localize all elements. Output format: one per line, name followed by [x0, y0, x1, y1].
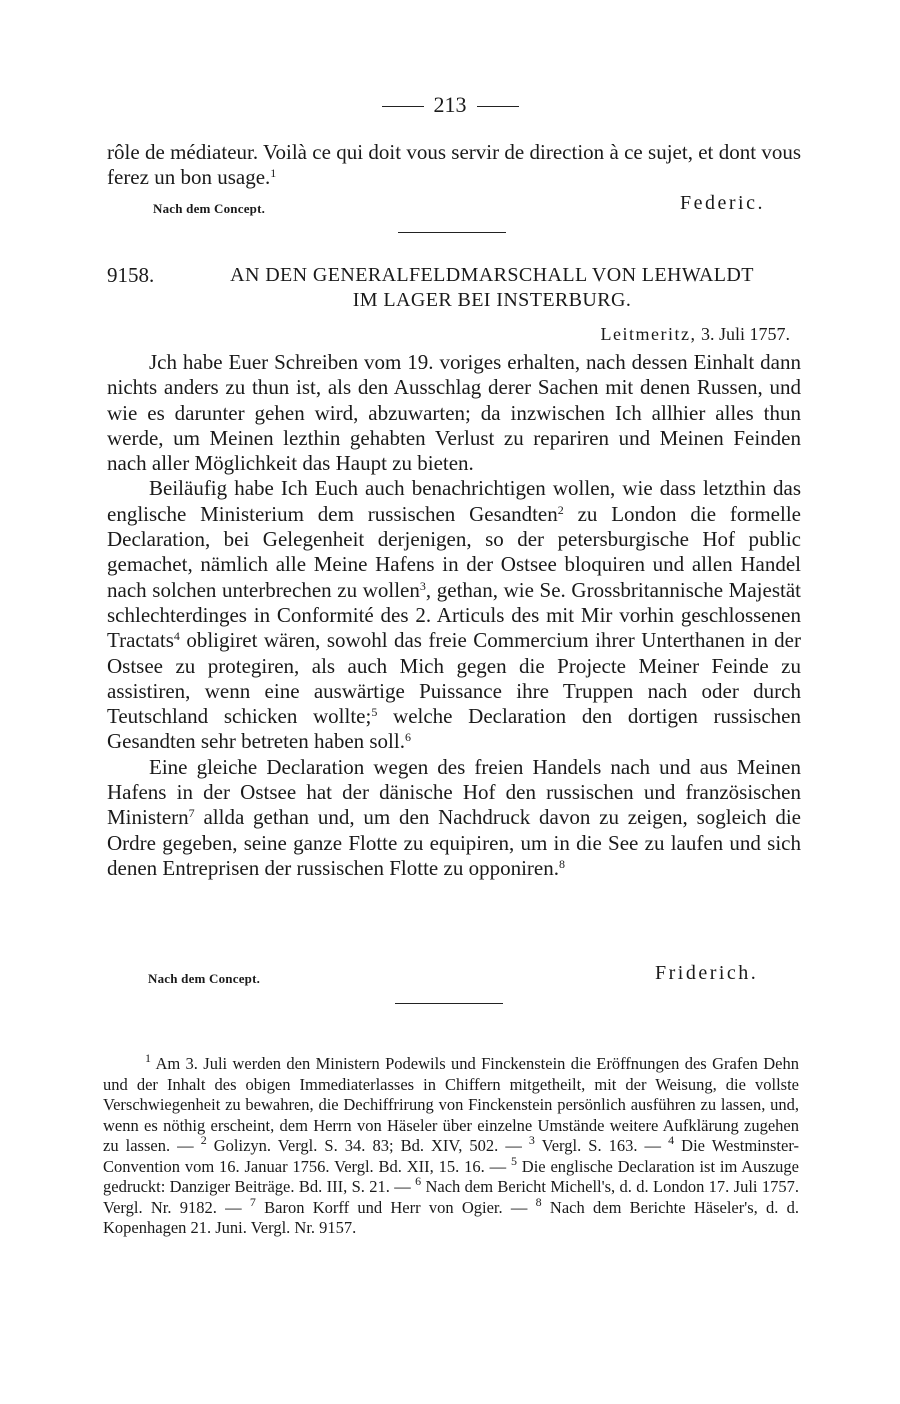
signature: Friderich. — [655, 962, 759, 984]
page-number-dash-right — [477, 106, 519, 107]
footnote-marker: 1 — [145, 1051, 151, 1065]
document-number: 9158. — [107, 263, 155, 287]
footnote-ref: 5 — [371, 705, 378, 720]
footnote-ref: 7 — [188, 806, 195, 821]
signature: Federic. — [680, 192, 765, 214]
footnote-marker: 2 — [200, 1133, 207, 1147]
footnote-marker: 4 — [668, 1133, 675, 1147]
footnote-marker: 6 — [415, 1174, 422, 1188]
document-heading — [182, 263, 802, 313]
heading-line: AN DEN GENERALFELDMARSCHALL VON LEHWALDT — [230, 264, 754, 286]
section-divider — [395, 1003, 503, 1004]
footnote-ref: 8 — [558, 856, 565, 871]
previous-document-text: rôle de médiateur. Voilà ce qui doit vous servir de direction à ce sujet, et dont vous ferez un bon usage.$^1$ — [107, 140, 801, 189]
footnote-ref: 4 — [173, 629, 180, 644]
page-number — [0, 92, 900, 118]
footnote-ref: 1 — [270, 166, 277, 180]
heading-line: IM LAGER BEI INSTERBURG. — [352, 289, 632, 311]
place: Leitmeritz, — [600, 324, 697, 344]
letter-body — [107, 350, 801, 881]
footnotes: $^1$ Am 3. Juli werden den Ministern Podewils und Finckenstein die Eröffnungen des Grafen Dehn und der Inhalt des obigen Immediaterlasses in Chiffern mitgetheilt, mit der Weisung, die vollste Verschwiegenheit zu bewahren, die Dechiffrirung von Finckenstein persönlich ausführen zu lassen, und, wenn es nöthig erscheint, dem Herrn von Häseler über einzelne Umstände weitere Aufklärung zugehen zu lassen. — $^2$ Golizyn. Vergl. S. 34. 83; Bd. XIV, 502. — $^3$ Vergl. S. 163. — $^4$ Die Westminster-Convention vom 16. Januar 1756. Vergl. Bd. XII, 15. 16. — $^5$ Die englische Declaration ist im Auszuge gedruckt: Danziger Beiträge. Bd. III, S. 21. — $^6$ Nach dem Bericht Michell's, d. d. London 17. Juli 1757. Vergl. Nr. 9182. — $^7$ Baron Korff und Herr von Ogier. — $^8$ Nach dem Berichte Häseler's, d. d. Kopenhagen 21. Juni. Vergl. Nr. 9157. — [103, 1051, 800, 1237]
page-number-value: 213 — [433, 92, 467, 117]
section-divider — [398, 232, 506, 233]
paragraph: Beiläufig habe Ich Euch auch benachrichtigen wollen, wie dass letzthin das englische Ministerium dem russischen Gesandten$^2$ zu London die formelle Declaration, bei Gelegenheit derjenigen, so der petersburgische Hof public gemachet, nämlich alle Meine Hafens in der Ostsee bloquiren und allen Handel nach solchen unterbrechen zu wollen$^3$, gethan, wie Se. Grossbritannische Majestät schlechterdinges in Conformité des 2. Articuls des mit Mir vorhin geschlossenen Tractats$^4$ obligiret wären, sowohl das freie Commercium ihrer Unterthanen in der Ostsee zu protegiren, als auch Mich gegen die Projecte Meiner Feinde zu assistiren, wenn eine auswärtige Puissance ihre Truppen nach oder durch Teutschland schicken wollte;$^5$ welche Declaration den dortigen russischen Gesandten sehr betreten haben soll.$^6$ — [107, 476, 801, 754]
footnote-marker: 5 — [510, 1153, 517, 1168]
footnote-marker: 8 — [535, 1194, 542, 1209]
date: 3. Juli 1757. — [700, 324, 790, 344]
footnote-ref: 3 — [419, 578, 426, 593]
place-date — [601, 324, 790, 345]
footnote-marker: 3 — [528, 1133, 535, 1147]
footnote-marker: 7 — [249, 1194, 256, 1209]
footnote-ref: 6 — [404, 730, 411, 745]
footnote-ref: 2 — [557, 502, 564, 517]
source-note: Nach dem Concept. — [153, 201, 266, 216]
paragraph: Eine gleiche Declaration wegen des freien Handels nach und aus Meinen Hafens in der Ostsee hat der dänische Hof den russischen und französischen Ministern$^7$ allda gethan und, um den Nachdruck davon zu zeigen, sogleich die Ordre gegeben, seine ganze Flotte zu equipiren, um in die See zu laufen und sich denen Entreprisen der russischen Flotte zu opponiren.$^8$ — [107, 754, 801, 880]
paragraph: Jch habe Euer Schreiben vom 19. voriges erhalten, nach dessen Einhalt dann nichts anders zu thun ist, als den Ausschlag derer Sachen mit denen Russen, und wie es darunter gehen wird, abzuwarten; da inzwischen Ich allhier alles thun werde, um Meinen lezthin gehabten Verlust zu repariren und Meinen Feinden nach aller Möglichkeit das Haupt zu bieten. — [107, 350, 801, 476]
source-note: Nach dem Concept. — [148, 971, 261, 986]
page-number-dash-left — [382, 106, 424, 107]
